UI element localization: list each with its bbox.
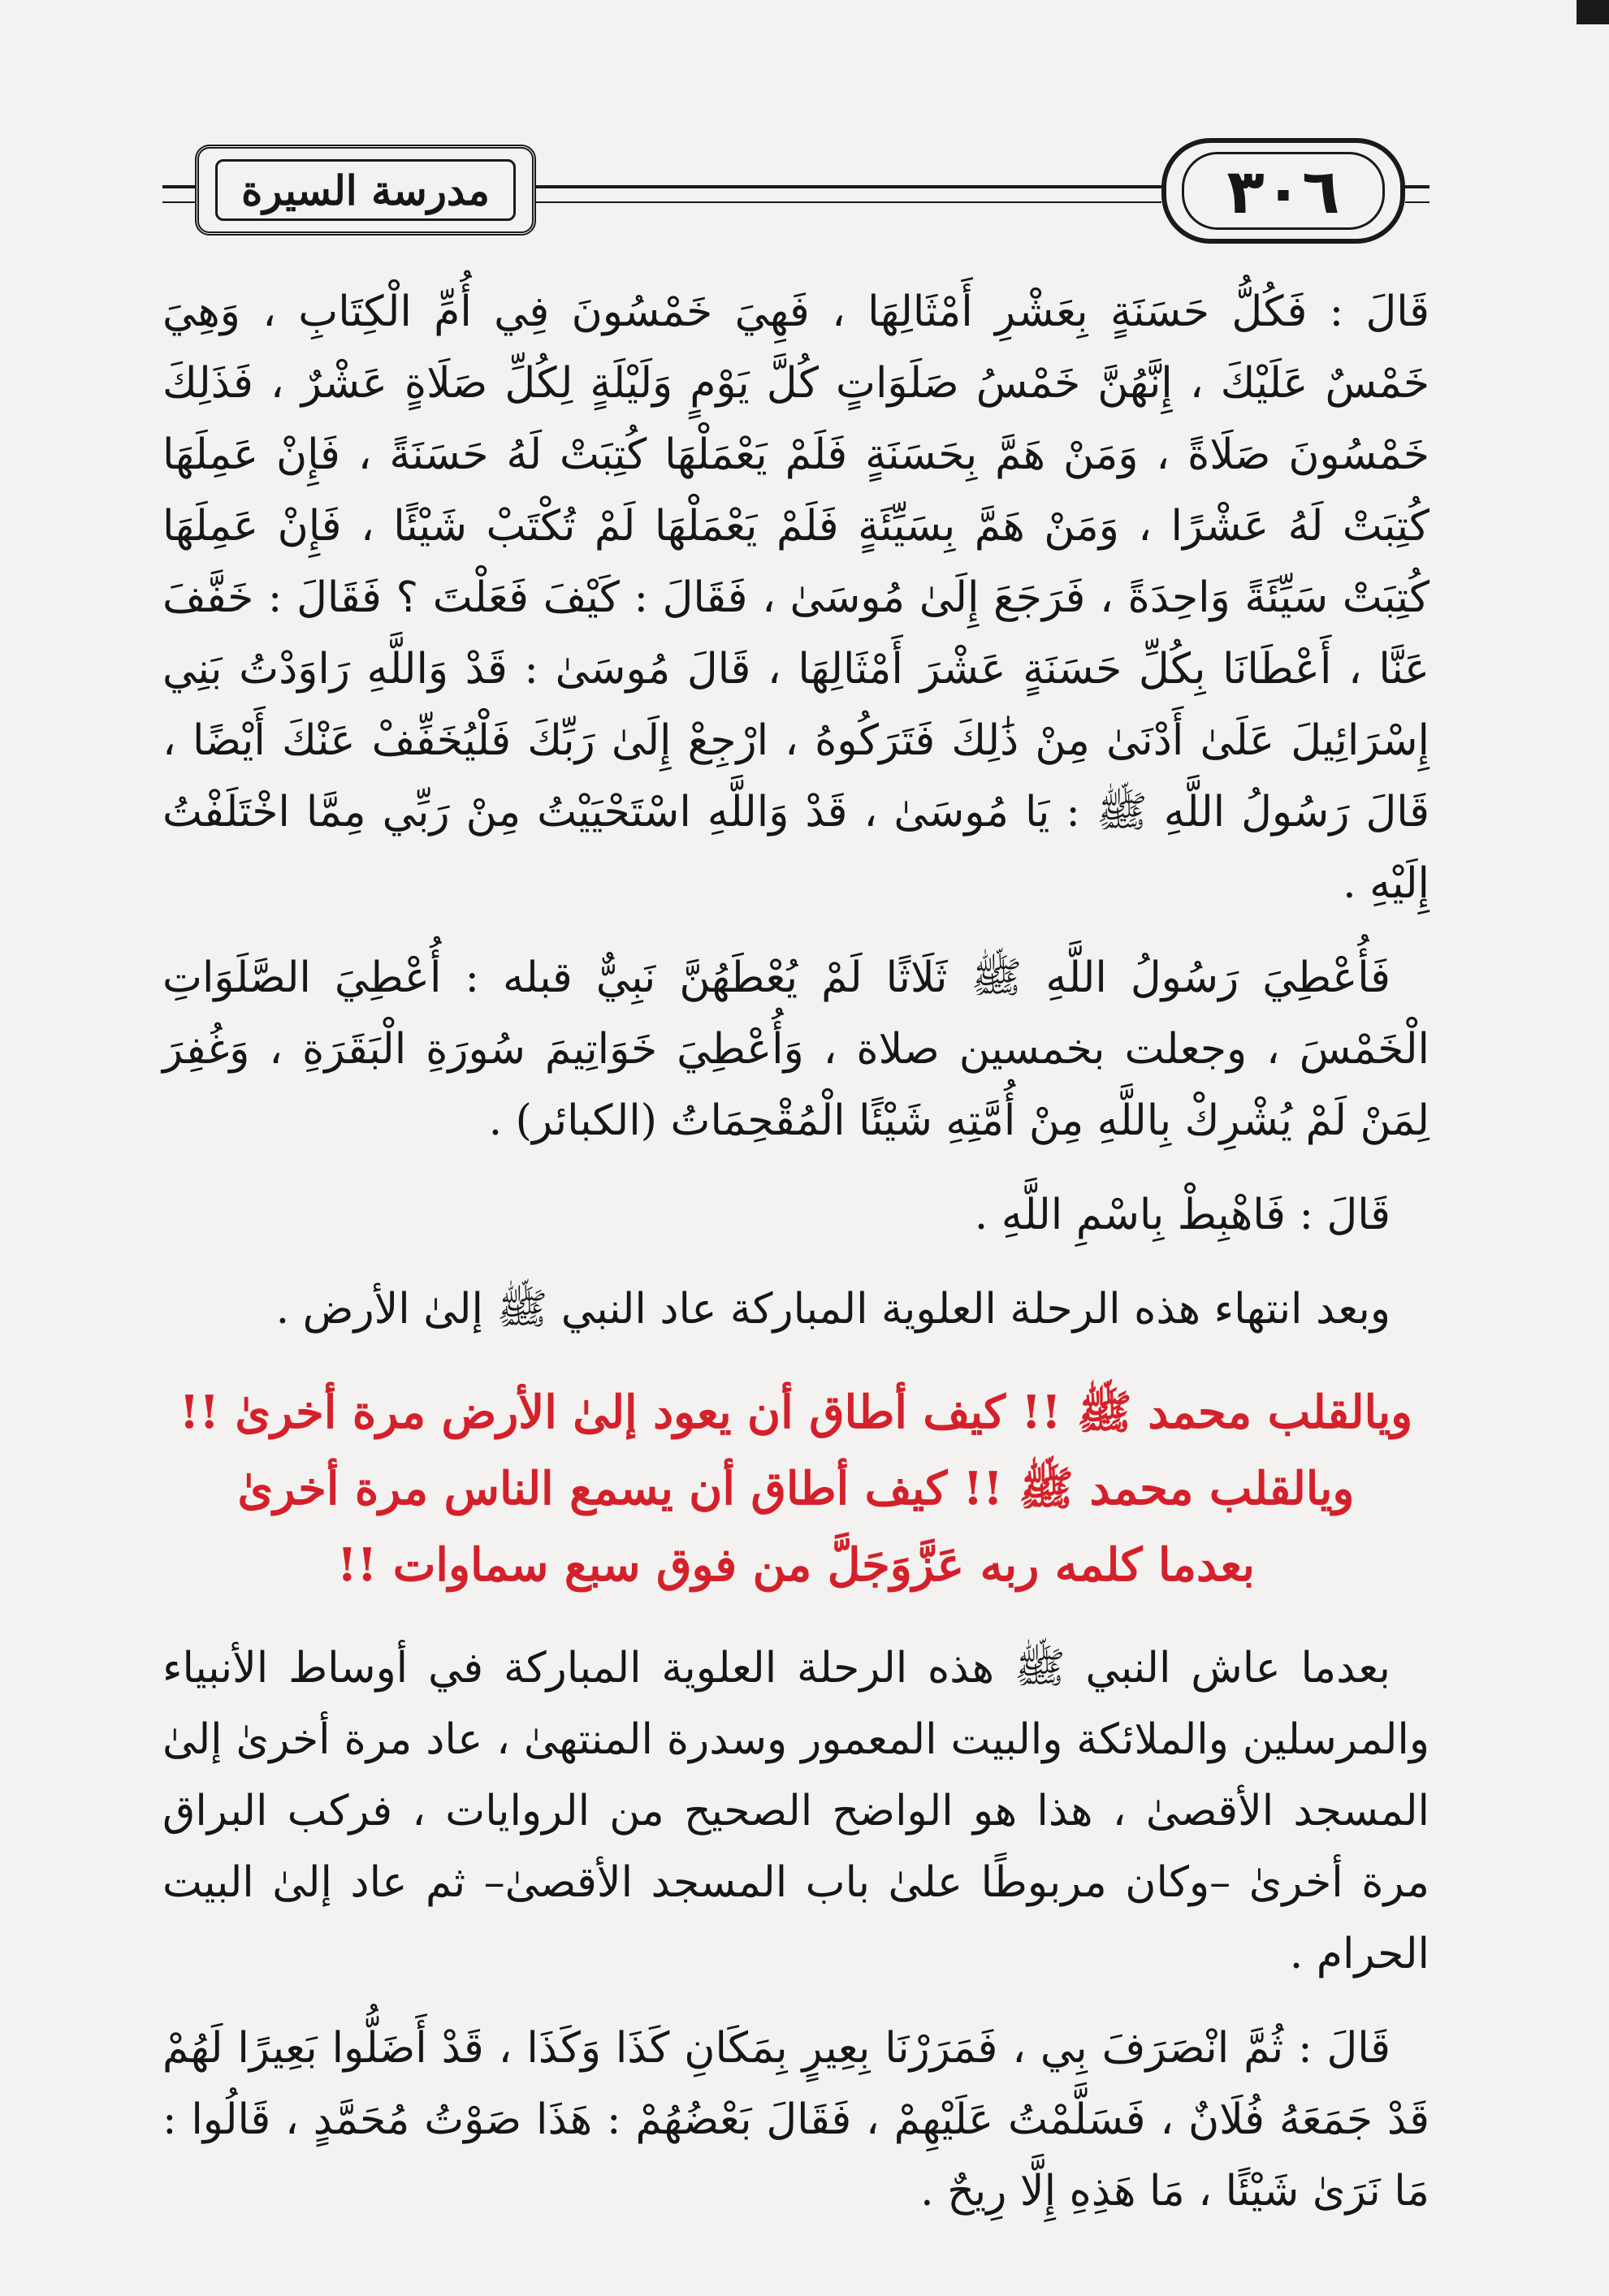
header-rule-left (162, 185, 195, 203)
header-rule (536, 185, 1161, 203)
book-title-frame (195, 145, 536, 236)
highlight-line-2: ويالقلب محمد ﷺ !! كيف أطاق أن يسمع الناس مرة أخرىٰ (237, 1462, 1355, 1516)
header-rule-right (1405, 185, 1430, 203)
page-header (162, 138, 1430, 260)
highlight-line-3: بعدما كلمه ربه عَزَّوَجَلَّ من فوق سبع سماوات !! (337, 1538, 1255, 1592)
hadith-paragraph-2: فَأُعْطِيَ رَسُولُ اللَّهِ ﷺ ثَلَاثًا لَمْ يُعْطَهُنَّ نَبِيٌّ قبله : أُعْطِيَ الصَّلَوَاتِ الْخَمْسَ ، وجعلت بخمسين صلاة ، وَأُعْطِيَ خَوَاتِيمَ سُورَةِ الْبَقَرَةِ ، وَغُفِرَ لِمَنْ لَمْ يُشْرِكْ بِاللَّهِ مِنْ أُمَّتِهِ شَيْئًا الْمُقْحِمَاتُ (الكبائر) . (162, 953, 1430, 1145)
page-number: ٣٠٦ (1182, 152, 1385, 230)
book-title: مدرسة السيرة (215, 159, 516, 221)
narrative-paragraph-2: بعدما عاش النبي ﷺ هذه الرحلة العلوية المباركة في أوساط الأنبياء والمرسلين والملائكة والبيت المعمور وسدرة المنتهىٰ ، عاد مرة أخرىٰ إلىٰ المسجد الأقصىٰ ، هذا هو الواضح الصحيح من الروايات ، فركب البراق مرة أخرىٰ –وكان مربوطًا علىٰ باب المسجد الأقصىٰ– ثم عاد إلىٰ البيت الحرام . (162, 1644, 1430, 1978)
page-body (162, 276, 1430, 2227)
page-number-frame (1161, 138, 1405, 244)
narrative-paragraph-1: وبعد انتهاء هذه الرحلة العلوية المباركة عاد النبي ﷺ إلىٰ الأرض . (275, 1285, 1391, 1334)
hadith-paragraph-4: قَالَ : ثُمَّ انْصَرَفَ بِي ، فَمَرَرْنَا بِعِيرٍ بِمَكَانِ كَذَا وَكَذَا ، قَدْ أَضَلُّوا بَعِيرًا لَهُمْ قَدْ جَمَعَهُ فُلَانٌ ، فَسَلَّمْتُ عَلَيْهِمْ ، فَقَالَ بَعْضُهُمْ : هَذَا صَوْتُ مُحَمَّدٍ ، قَالُوا : مَا نَرَىٰ شَيْئًا ، مَا هَذِهِ إِلَّا رِيحٌ . (162, 2024, 1430, 2216)
hadith-paragraph-3: قَالَ : فَاهْبِطْ بِاسْمِ اللَّهِ . (974, 1191, 1391, 1239)
corner-mark (1577, 0, 1609, 24)
hadith-paragraph-1: قَالَ : فَكُلُّ حَسَنَةٍ بِعَشْرِ أَمْثَالِهَا ، فَهِيَ خَمْسُونَ فِي أُمِّ الْكِتَابِ ، وَهِيَ خَمْسٌ عَلَيْكَ ، إِنَّهُنَّ خَمْسُ صَلَوَاتٍ كُلَّ يَوْمٍ وَلَيْلَةٍ لِكُلِّ صَلَاةٍ عَشْرٌ ، فَذَلِكَ خَمْسُونَ صَلَاةً ، وَمَنْ هَمَّ بِحَسَنَةٍ فَلَمْ يَعْمَلْهَا كُتِبَتْ لَهُ حَسَنَةً ، فَإِنْ عَمِلَهَا كُتِبَتْ لَهُ عَشْرًا ، وَمَنْ هَمَّ بِسَيِّئَةٍ فَلَمْ يَعْمَلْهَا لَمْ تُكْتَبْ شَيْئًا ، فَإِنْ عَمِلَهَا كُتِبَتْ سَيِّئَةً وَاحِدَةً ، فَرَجَعَ إِلَىٰ مُوسَىٰ ، فَقَالَ : كَيْفَ فَعَلْتَ ؟ فَقَالَ : خَفَّفَ عَنَّا ، أَعْطَانَا بِكُلِّ حَسَنَةٍ عَشْرَ أَمْثَالِهَا ، قَالَ مُوسَىٰ : قَدْ وَاللَّهِ رَاوَدْتُ بَنِي إِسْرَائِيلَ عَلَىٰ أَدْنَىٰ مِنْ ذَٰلِكَ فَتَرَكُوهُ ، ارْجِعْ إِلَىٰ رَبِّكَ فَلْيُخَفِّفْ عَنْكَ أَيْضًا ، قَالَ رَسُولُ اللَّهِ ﷺ : يَا مُوسَىٰ ، قَدْ وَاللَّهِ اسْتَحْيَيْتُ مِنْ رَبِّي مِمَّا اخْتَلَفْتُ إِلَيْهِ . (162, 288, 1430, 908)
highlight-line-1: ويالقلب محمد ﷺ !! كيف أطاق أن يعود إلىٰ الأرض مرة أخرىٰ !! (179, 1386, 1413, 1439)
